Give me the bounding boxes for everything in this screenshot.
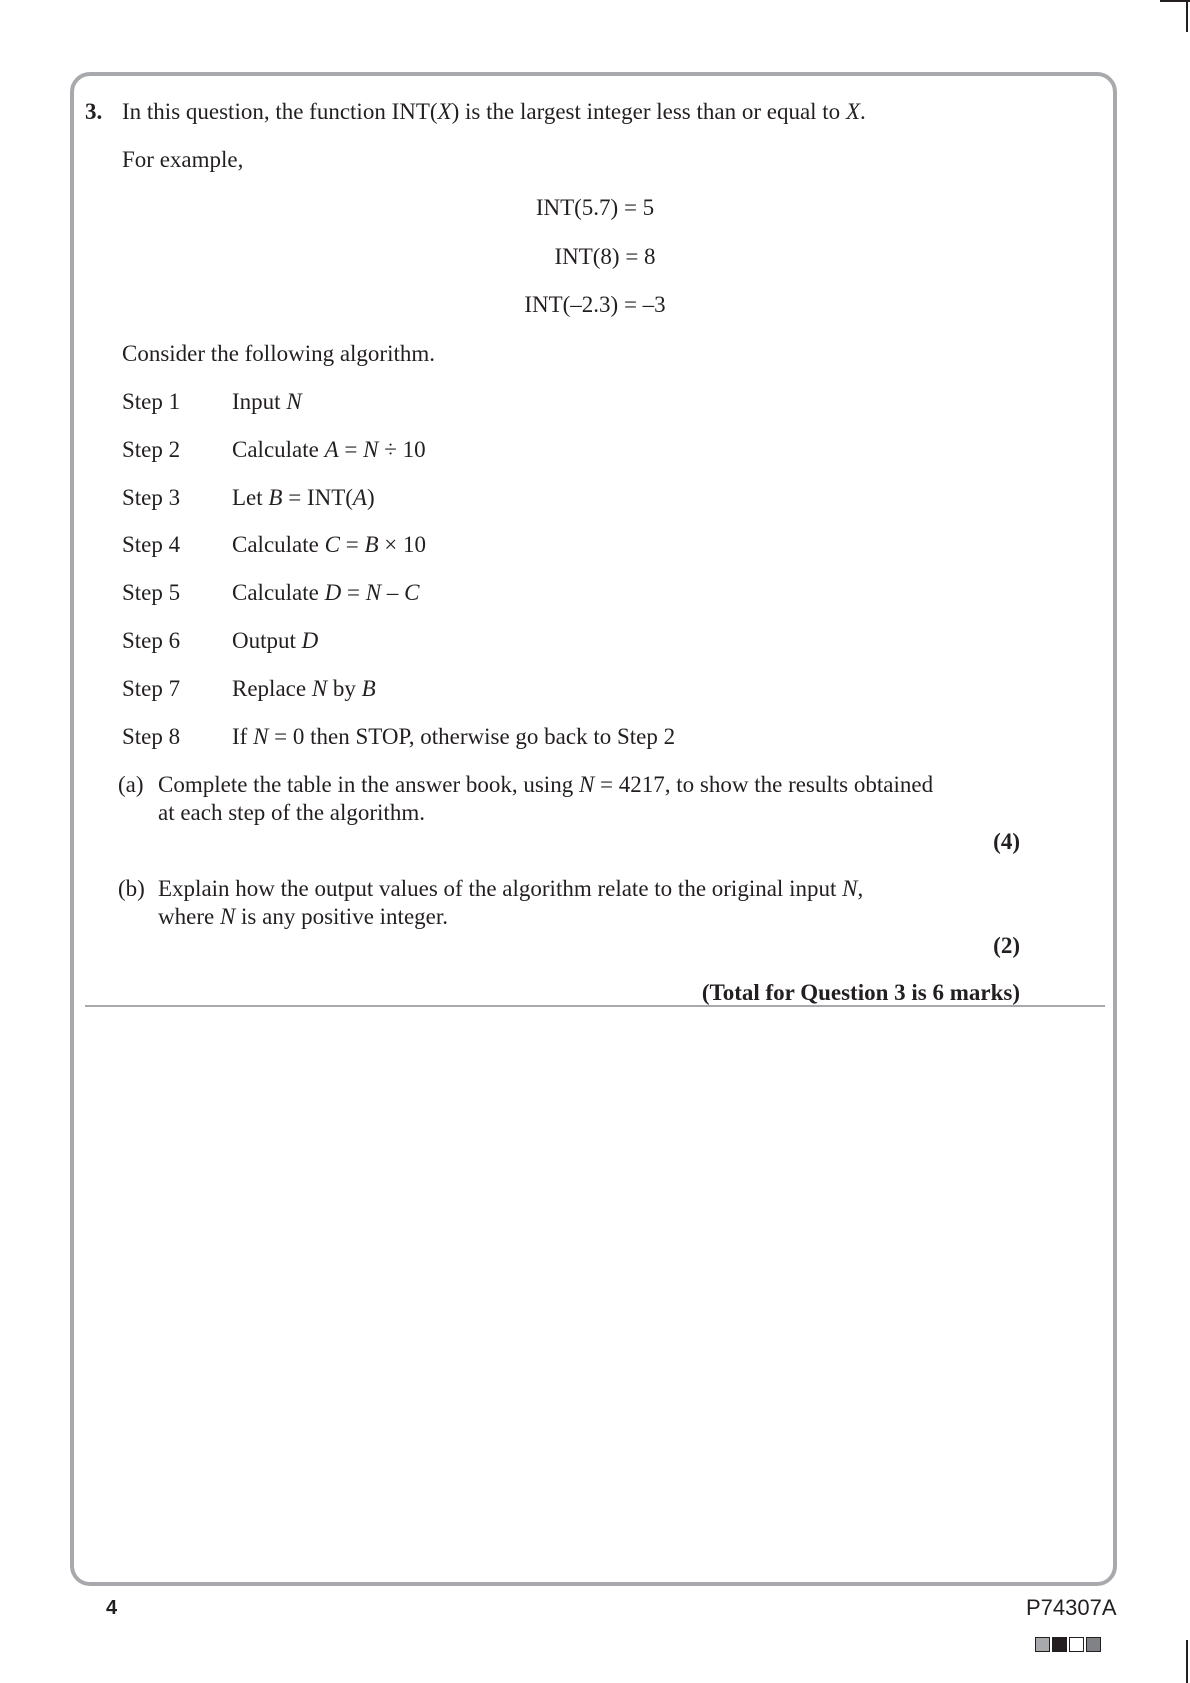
step-label: Step 6 bbox=[122, 628, 181, 653]
paper-code: P74307A bbox=[1026, 1595, 1117, 1620]
step-label: Step 3 bbox=[122, 485, 181, 510]
step-text: Calculate C = B × 10 bbox=[232, 532, 426, 557]
page-number: 4 bbox=[106, 1597, 118, 1619]
part-b-line1: Explain how the output values of the algorithm relate to the original input N, bbox=[158, 876, 864, 901]
part-a-line1: Complete the table in the answer book, using N = 4217, to show the results obtained bbox=[158, 772, 934, 797]
step-text: Input N bbox=[232, 389, 302, 414]
consider-text: Consider the following algorithm. bbox=[122, 341, 436, 366]
question-number: 3. bbox=[85, 99, 103, 124]
part-a-marks: (4) bbox=[993, 829, 1020, 854]
example-2: INT(8) = 8 bbox=[554, 244, 656, 269]
step-label: Step 4 bbox=[122, 532, 181, 557]
crop-mark-bottom-vertical bbox=[1186, 1640, 1188, 1683]
example-3: INT(–2.3) = –3 bbox=[524, 292, 666, 317]
block-4 bbox=[1086, 1637, 1101, 1652]
part-a-label: (a) bbox=[118, 772, 144, 797]
example-label: For example, bbox=[122, 147, 244, 172]
step-text: Calculate A = N ÷ 10 bbox=[232, 437, 426, 462]
block-2 bbox=[1052, 1637, 1067, 1652]
step-label: Step 1 bbox=[122, 389, 181, 414]
question-intro: In this question, the function INT(X) is the largest integer less than or equal to X. bbox=[122, 99, 866, 124]
step-text: Output D bbox=[232, 628, 319, 653]
block-3 bbox=[1069, 1637, 1084, 1652]
step-text: Let B = INT(A) bbox=[232, 485, 375, 510]
step-label: Step 8 bbox=[122, 724, 181, 749]
part-a-line2: at each step of the algorithm. bbox=[158, 800, 425, 825]
end-of-question-rule bbox=[85, 1005, 1105, 1007]
step-text: If N = 0 then STOP, otherwise go back to Step 2 bbox=[232, 724, 676, 749]
step-label: Step 2 bbox=[122, 437, 181, 462]
part-b-label: (b) bbox=[118, 876, 145, 901]
part-b-marks: (2) bbox=[993, 933, 1020, 958]
crop-mark-top-vertical bbox=[1186, 0, 1188, 32]
example-1: INT(5.7) = 5 bbox=[535, 195, 655, 220]
step-label: Step 5 bbox=[122, 580, 181, 605]
step-text: Calculate D = N – C bbox=[232, 580, 420, 605]
step-label: Step 7 bbox=[122, 676, 181, 701]
block-1 bbox=[1035, 1637, 1050, 1652]
total-marks: (Total for Question 3 is 6 marks) bbox=[701, 980, 1020, 1005]
part-b-line2: where N is any positive integer. bbox=[158, 904, 448, 929]
step-text: Replace N by B bbox=[232, 676, 376, 701]
barcode-blocks bbox=[1035, 1637, 1103, 1652]
